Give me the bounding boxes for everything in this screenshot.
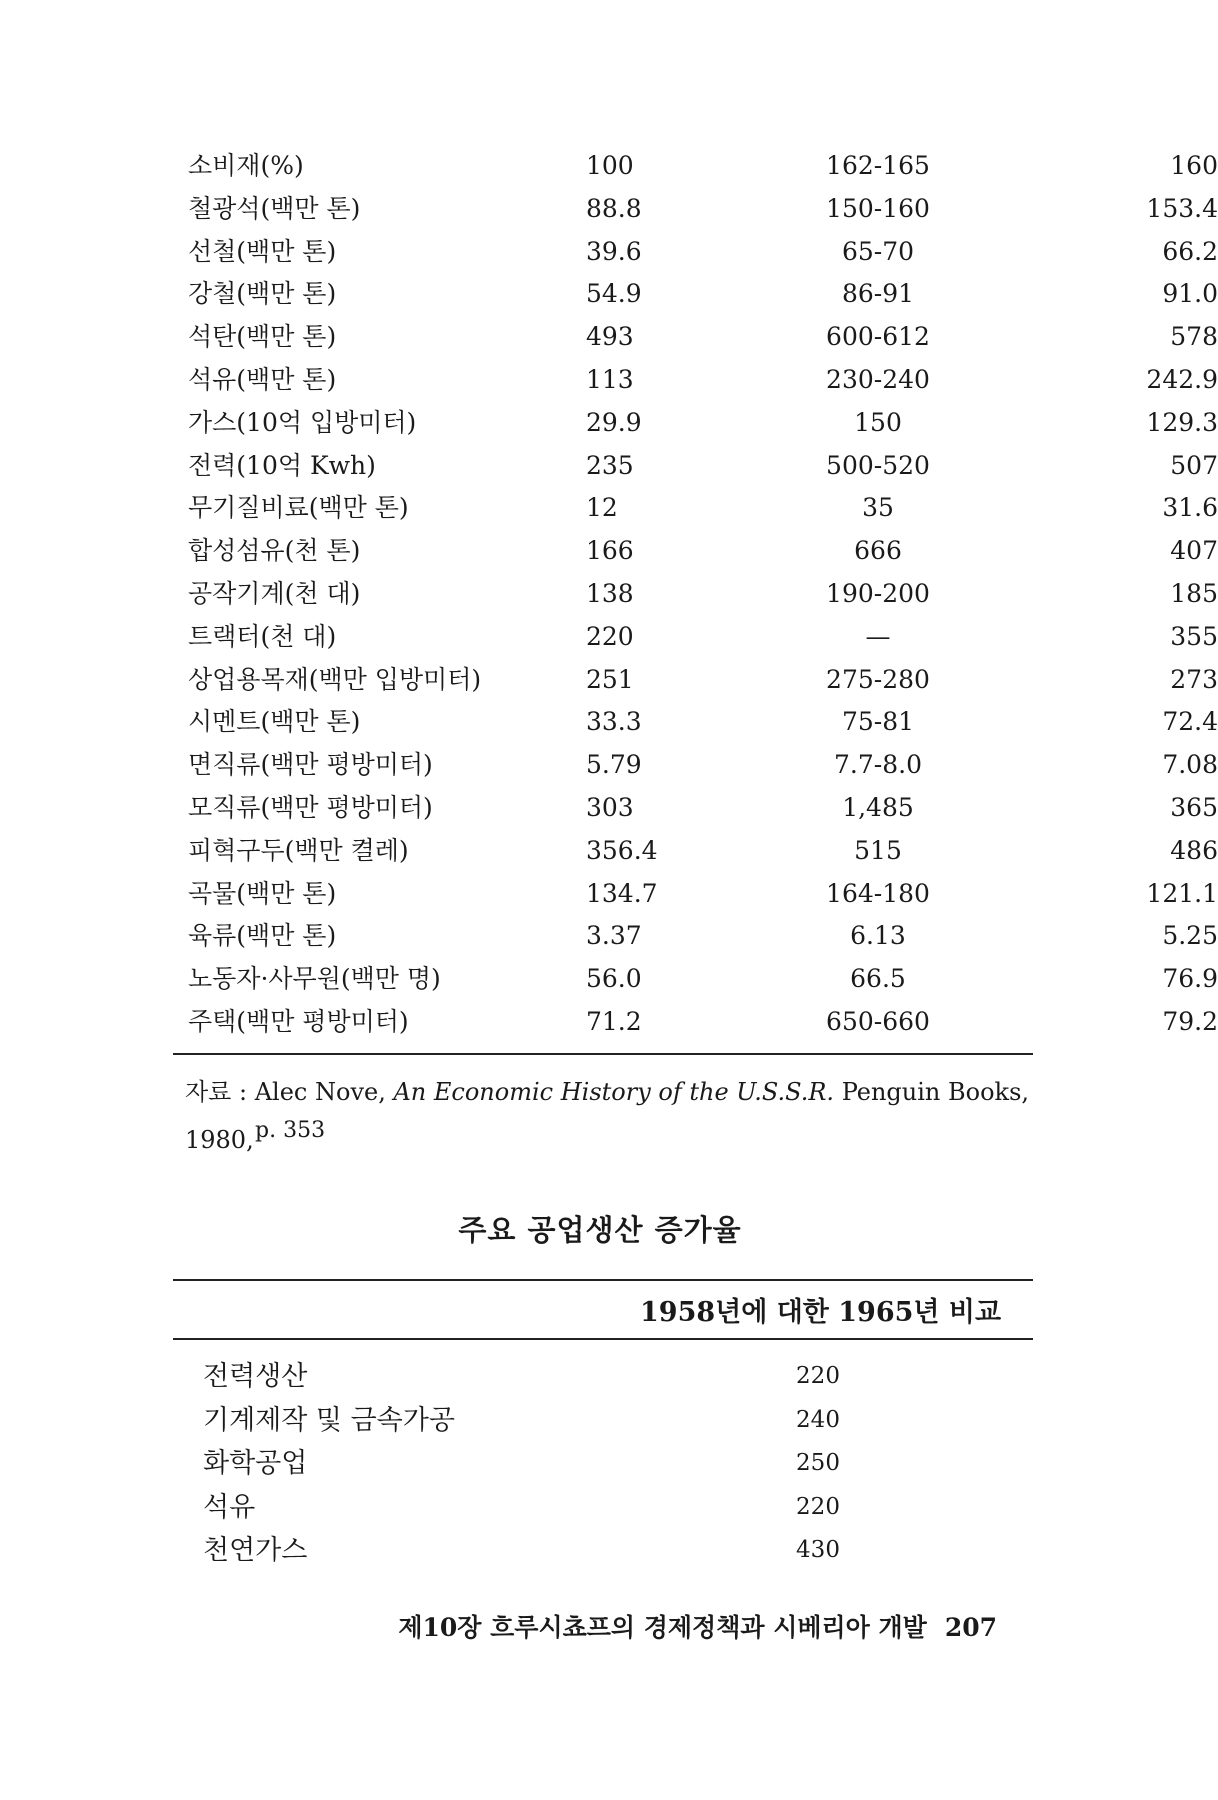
table-row bbox=[188, 530, 1218, 573]
row-label: 주택(백만 평방미터) bbox=[188, 1006, 409, 1036]
row-label: 전력생산 bbox=[203, 1361, 308, 1392]
row-label: 석유(백만 톤) bbox=[188, 364, 337, 394]
row-label: 면직류(백만 평방미터) bbox=[188, 750, 433, 780]
table-row bbox=[188, 359, 1218, 402]
source-prefix: 자료 : Alec Nove, bbox=[185, 1078, 394, 1106]
value-1965: 79.2 bbox=[1162, 1006, 1218, 1036]
value-1965: 242.9 bbox=[1146, 364, 1218, 394]
value-1958: 134.7 bbox=[586, 878, 658, 908]
table-row bbox=[188, 787, 1218, 830]
table-row bbox=[188, 316, 1218, 359]
value-1965: 486 bbox=[1170, 835, 1218, 865]
table2-title: 주요 공업생산 증가율 bbox=[458, 1213, 742, 1247]
row-label: 가스(10억 입방미터) bbox=[188, 407, 417, 437]
value-plan: 1,485 bbox=[842, 792, 914, 822]
value-1958: 3.37 bbox=[586, 921, 642, 951]
table-row bbox=[188, 830, 1218, 873]
value-1965: 507 bbox=[1170, 450, 1218, 480]
value-1958: 220 bbox=[586, 621, 634, 651]
production-table bbox=[188, 145, 1218, 1044]
value-1965: 355 bbox=[1170, 621, 1218, 651]
value-1958: 356.4 bbox=[586, 835, 658, 865]
value-plan: 600-612 bbox=[826, 322, 930, 352]
value-plan: — bbox=[865, 621, 891, 651]
value-plan: 86-91 bbox=[841, 279, 915, 309]
value-1965: 129.3 bbox=[1146, 407, 1218, 437]
value-1965: 91.0 bbox=[1162, 279, 1218, 309]
value-1965: 578 bbox=[1170, 322, 1218, 352]
value-1958: 138 bbox=[586, 578, 634, 608]
table2-top-rule bbox=[173, 1279, 1033, 1281]
source-citation bbox=[185, 1068, 1065, 1164]
table-row bbox=[203, 1442, 903, 1486]
row-label: 노동자·사무원(백만 명) bbox=[188, 964, 441, 994]
row-label: 육류(백만 톤) bbox=[188, 921, 337, 951]
chapter-title: 제10장 흐루시쵸프의 경제정책과 시베리아 개발 bbox=[398, 1613, 927, 1642]
row-label: 무기질비료(백만 톤) bbox=[188, 493, 409, 523]
row-label: 시멘트(백만 톤) bbox=[188, 707, 361, 737]
value-1958: 56.0 bbox=[586, 964, 642, 994]
value-1958: 12 bbox=[586, 493, 618, 523]
row-label: 석유 bbox=[203, 1491, 256, 1523]
value-1965: 72.4 bbox=[1162, 707, 1218, 737]
value-plan: 515 bbox=[854, 835, 902, 865]
table-row bbox=[188, 188, 1218, 231]
table2-header-rule bbox=[173, 1338, 1033, 1340]
value-plan: 75-81 bbox=[841, 707, 915, 737]
value-1958: 100 bbox=[586, 151, 634, 180]
row-label: 천연가스 bbox=[203, 1535, 308, 1566]
table-row bbox=[203, 1529, 903, 1573]
value-1965: 365 bbox=[1170, 792, 1218, 822]
value-1965: 160 bbox=[1170, 151, 1218, 180]
value-plan: 6.13 bbox=[850, 921, 906, 951]
value-plan: 164-180 bbox=[826, 878, 930, 908]
value-plan: 650-660 bbox=[826, 1006, 930, 1036]
table-row bbox=[203, 1355, 903, 1399]
row-label: 전력(10억 Kwh) bbox=[188, 450, 376, 480]
value-plan: 150-160 bbox=[826, 193, 930, 223]
row-label: 선철(백만 톤) bbox=[188, 236, 337, 266]
table-row bbox=[188, 145, 1218, 188]
value-1958: 235 bbox=[586, 450, 634, 480]
table2-column-header: 1958년에 대한 1965년 비교 bbox=[640, 1297, 1002, 1328]
value-plan: 500-520 bbox=[826, 450, 930, 480]
row-value: 250 bbox=[796, 1450, 840, 1476]
value-plan: 7.7-8.0 bbox=[834, 750, 922, 780]
value-1965: 5.25 bbox=[1162, 921, 1218, 951]
value-plan: 162-165 bbox=[826, 151, 930, 180]
value-1958: 5.79 bbox=[586, 750, 642, 780]
row-value: 430 bbox=[796, 1537, 840, 1563]
value-plan: 66.5 bbox=[850, 964, 906, 994]
row-value: 220 bbox=[796, 1363, 840, 1389]
value-1965: 153.4 bbox=[1146, 193, 1218, 223]
value-1965: 273 bbox=[1170, 664, 1218, 694]
row-label: 공작기계(천 대) bbox=[188, 578, 361, 608]
table-row bbox=[188, 487, 1218, 530]
value-1958: 29.9 bbox=[586, 407, 642, 437]
table-row bbox=[188, 1001, 1218, 1044]
table-bottom-rule bbox=[173, 1053, 1033, 1055]
row-label: 곡물(백만 톤) bbox=[188, 878, 337, 908]
source-book-title: An Economic History of the U.S.S.R. bbox=[393, 1078, 835, 1106]
value-1958: 88.8 bbox=[586, 193, 642, 223]
value-1965: 76.9 bbox=[1162, 964, 1218, 994]
row-value: 220 bbox=[796, 1493, 840, 1520]
row-label: 모직류(백만 평방미터) bbox=[188, 792, 433, 822]
row-label: 상업용목재(백만 입방미터) bbox=[188, 664, 482, 694]
row-label: 트랙터(천 대) bbox=[188, 621, 337, 651]
value-1965: 407 bbox=[1170, 536, 1218, 566]
value-1965: 66.2 bbox=[1162, 236, 1218, 266]
table-row bbox=[188, 231, 1218, 274]
value-plan: 275-280 bbox=[826, 664, 930, 694]
row-label: 석탄(백만 톤) bbox=[188, 322, 337, 352]
value-1965: 121.1 bbox=[1146, 878, 1218, 908]
row-label: 화학공업 bbox=[203, 1448, 308, 1479]
table-row bbox=[203, 1399, 903, 1443]
source-suffix: Penguin Books, 1980, bbox=[185, 1078, 1030, 1154]
row-label: 소비재(%) bbox=[188, 151, 304, 180]
table-row bbox=[188, 659, 1218, 702]
value-plan: 65-70 bbox=[841, 236, 915, 266]
value-1958: 166 bbox=[586, 536, 634, 566]
table-row bbox=[188, 445, 1218, 488]
table-row bbox=[188, 873, 1218, 916]
page-footer bbox=[398, 1608, 997, 1644]
value-1965: 7.08 bbox=[1162, 750, 1218, 780]
table-row bbox=[203, 1486, 903, 1530]
value-plan: 230-240 bbox=[826, 364, 930, 394]
value-1958: 251 bbox=[586, 664, 634, 694]
source-page: p. 353 bbox=[255, 1118, 326, 1143]
table-row bbox=[188, 701, 1218, 744]
table-row bbox=[188, 915, 1218, 958]
value-1958: 33.3 bbox=[586, 707, 642, 737]
row-label: 강철(백만 톤) bbox=[188, 279, 337, 309]
row-value: 240 bbox=[796, 1406, 840, 1433]
table-row bbox=[188, 402, 1218, 445]
value-plan: 150 bbox=[854, 407, 902, 437]
table-row bbox=[188, 958, 1218, 1001]
row-label: 철광석(백만 톤) bbox=[188, 193, 361, 223]
value-1958: 39.6 bbox=[586, 236, 642, 266]
table-row bbox=[188, 616, 1218, 659]
table-row bbox=[188, 744, 1218, 787]
value-1965: 185 bbox=[1170, 578, 1218, 608]
row-label: 합성섬유(천 톤) bbox=[188, 536, 361, 566]
value-plan: 35 bbox=[862, 493, 894, 523]
row-label: 기계제작 및 금속가공 bbox=[203, 1404, 455, 1436]
value-1958: 54.9 bbox=[586, 279, 642, 309]
value-plan: 666 bbox=[854, 536, 902, 566]
table-row bbox=[188, 573, 1218, 616]
growth-rate-table bbox=[203, 1355, 903, 1573]
value-1958: 113 bbox=[586, 364, 634, 394]
row-label: 피혁구두(백만 켤레) bbox=[188, 835, 409, 865]
value-1958: 71.2 bbox=[586, 1006, 642, 1036]
page-number: 207 bbox=[944, 1613, 997, 1642]
value-1958: 303 bbox=[586, 792, 634, 822]
value-1958: 493 bbox=[586, 322, 634, 352]
value-plan: 190-200 bbox=[826, 578, 930, 608]
table-row bbox=[188, 273, 1218, 316]
value-1965: 31.6 bbox=[1162, 493, 1218, 523]
